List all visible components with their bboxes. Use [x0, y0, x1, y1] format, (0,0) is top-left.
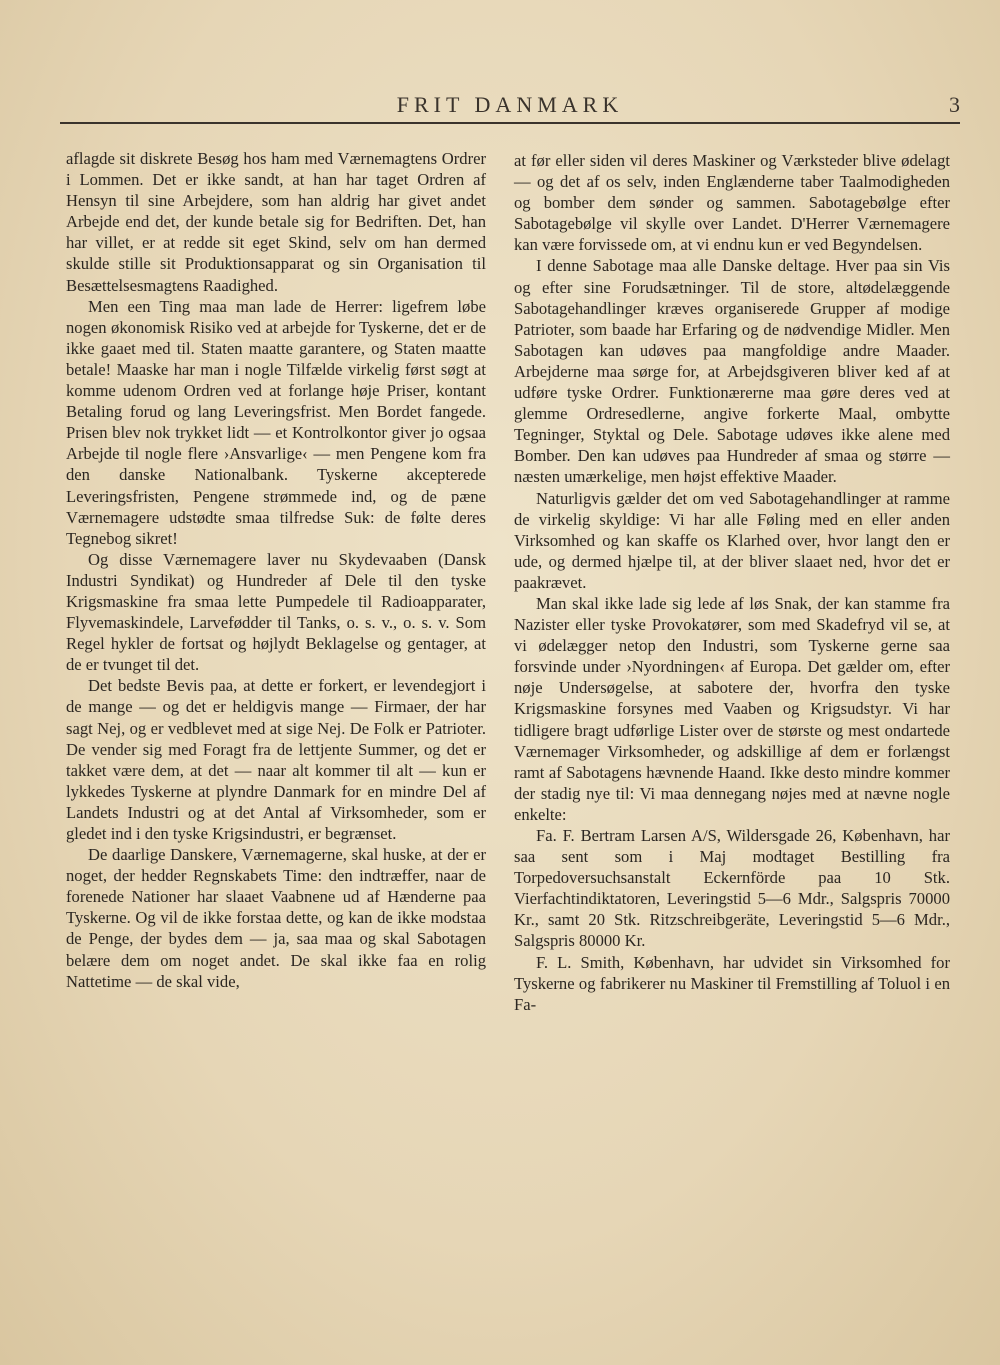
paragraph: Det bedste Bevis paa, at dette er forkert, er levendegjort i de mange — og det er heldigvis mange — Firmaer, der har sagt Nej, og er vedblevet med at sige Nej. De Folk er Patrioter. De vender sig med Foragt fra de lettjente Summer, og det er takket være dem, at det — naar alt kommer til alt — kun er lykkedes Tyskerne at plyndre Danmark for en mindre Del af Landets Industri og at det Antal af Virksomheder, som er gledet ind i den tyske Krigsindustri, er begrænset. [66, 676, 486, 843]
paragraph: I denne Sabotage maa alle Danske deltage. Hver paa sin Vis og efter sine Forudsætninger. Til de store, altødelæggende Sabotagehandlinger kræves organiserede Grupper af modige Patrioter, som baade har Erfaring og de nødvendige Midler. Men Sabotagen kan udøves paa mangfoldige andre Maader. Arbejderne maa sørge for, at Arbejdsgiveren bliver ked af at udføre tyske Ordrer. Funktionærerne maa gøre deres ved at glemme Ordresedlerne, angive forkerte Maal, ombytte Tegninger, Styktal og Dele. Sabotage udøves ikke alene med Bomber. Den kan udøves paa Hundreder af smaa og større — næsten umærkelige, men højst effektive Maader. [514, 256, 950, 487]
page-number: 3 [949, 92, 960, 117]
paragraph: aflagde sit diskrete Besøg hos ham med Værnemagtens Ordrer i Lommen. Det er ikke sandt, at han har taget Ordren af Hensyn til sine Arbejdere, som han aldrig har givet andet Arbejde end det, der kunde betale sig for Bedriften. Det, han har villet, er at redde sit eget Skind, selv om han dermed skulde stille sit Produktionsapparat og sin Organisation til Besættelsesmagtens Raadighed. [66, 149, 486, 295]
paragraph: De daarlige Danskere, Værnemagerne, skal huske, at der er noget, der hedder Regnskabets Time: den indtræffer, naar de forenede Nationer har slaaet Vaabnene ud af Hænderne paa Tyskerne. Og vil de ikke forstaa dette, og kan de ikke modstaa de Penge, der bydes dem — ja, saa maa og skal Sabotagen belære dem om noget andet. De skal ikke faa en rolig Nattetime — de skal vide, [66, 845, 486, 991]
paragraph: Man skal ikke lade sig lede af løs Snak, der kan stamme fra Nazister eller tyske Provokatører, som med Skadefryd vil se, at vi ødelægger netop den Industri, som Tyskerne gerne saa forsvinde under ›Nyordningen‹ af Europa. Det gælder om, efter nøje Undersøgelse, at sabotere der, hvorfra den tyske Krigsmaskine forsynes med Vaaben og Krigsudstyr. Vi har tidligere bragt udførlige Lister over de største og mest ondartede Værnemager Virksomheder, og adskillige af dem er forlængst ramt af Sabotagens hævnende Haand. Ikke desto mindre kommer der stadig nye til: Vi maa dennegang nøjes med at nævne nogle enkelte: [514, 593, 950, 824]
paragraph: Og disse Værnemagere laver nu Skydevaaben (Dansk Industri Syndikat) og Hundreder af Dele til den tyske Krigsmaskine fra smaa lette Pumpedele til Radioapparater, Flyvemaskindele, Larvefødder til Tanks, o. s. v., o. s. v. Som Regel hykler de fortsat og højlydt Beklagelse og gentager, at de er tvunget til det. [66, 549, 486, 675]
right-column [514, 150, 950, 1015]
paragraph: F. L. Smith, København, har udvidet sin Virksomhed for Tyskerne og fabrikerer nu Maskiner til Fremstilling af Toluol i en Fa- [514, 952, 950, 1014]
paragraph: at før eller siden vil deres Maskiner og Værksteder blive ødelagt — og det af os selv, inden Englænderne taber Taalmodigheden og bomber dem sønder og sammen. Sabotagebølge efter Sabotagebølge vil skylle over Landet. D'Herrer Værnemagere kan være forvissede om, at vi endnu kun er ved Begyndelsen. [514, 151, 950, 255]
page-header [60, 88, 960, 124]
masthead-title: FRIT DANMARK [396, 92, 624, 117]
paragraph: Naturligvis gælder det om ved Sabotagehandlinger at ramme de virkelig skyldige: Vi har alle Føling med en eller anden Virksomhed og kan skaffe os Klarhed over, hvor langt den er ude, og dermed hjælpe til, at der bliver slaaet ned, hvor det er paakrævet. [514, 488, 950, 592]
paragraph: Men een Ting maa man lade de Herrer: ligefrem løbe nogen økonomisk Risiko ved at arbejde for Tyskerne, det er de ikke gaaet med til. Staten maatte garantere, og Staten maatte betale! Maaske har man i nogle Tilfælde virkelig først søgt at komme udenom Ordren ved at forlange høje Priser, kontant Betaling forud og lang Leveringsfrist. Men Bordet fangede. Prisen blev nok trykket lidt — et Kontrolkontor giver jo ogsaa Arbejde til nogle flere ›Ansvarlige‹ — men Pengene kom fra den danske Nationalbank. Tyskerne akcepterede Leveringsfristen, Pengene strømmede ind, og de pæne Værnemagere udstødte smaa tilfredse Suk: de følte deres Tegnebog sikret! [66, 296, 486, 548]
left-column [66, 148, 486, 992]
paragraph: Fa. F. Bertram Larsen A/S, Wildersgade 26, København, har saa sent som i Maj modtaget Bestilling fra Torpedoversuchsanstalt Eckernförde paa 10 Stk. Vierfachtindiktatoren, Leveringstid 5—6 Mdr., Salgspris 70000 Kr., samt 20 Stk. Ritzschreibgeräte, Leveringstid 5—6 Mdr., Salgspris 80000 Kr. [514, 826, 950, 951]
